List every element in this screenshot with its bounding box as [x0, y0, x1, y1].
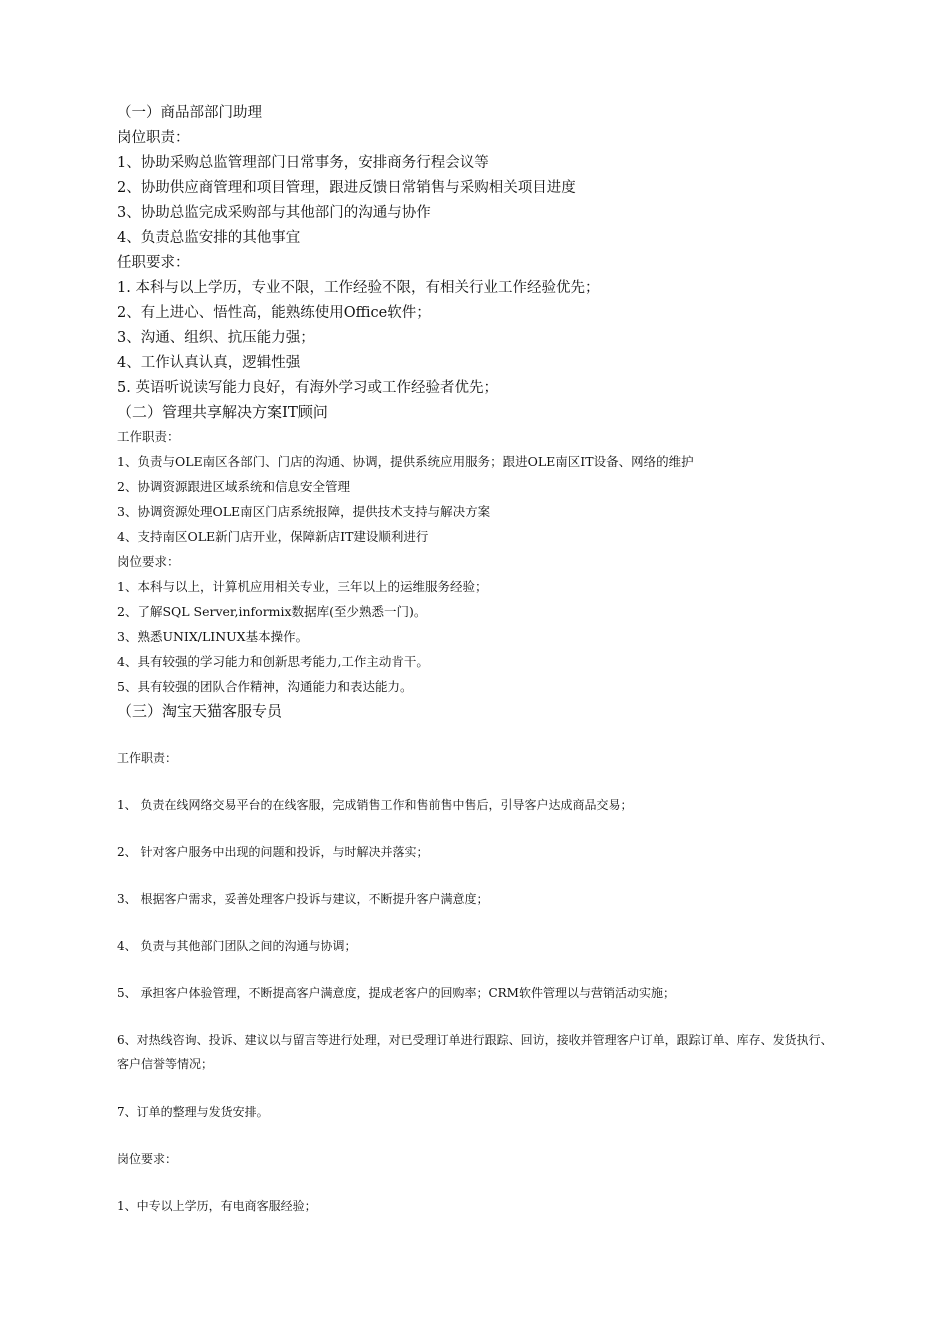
section2-req-2: 2、了解SQL Server,informix数据库(至少熟悉一门)。	[117, 604, 427, 619]
section2-title: （二）管理共享解决方案IT顾问	[117, 403, 328, 421]
section2-duty-3: 3、协调资源处理OLE南区门店系统报障，提供技术支持与解决方案	[117, 504, 491, 519]
section3-req-heading: 岗位要求：	[117, 1152, 178, 1166]
section3-duty-7: 7、订单的整理与发货安排。	[117, 1105, 269, 1119]
section3-duty-3: 3、 根据客户需求，妥善处理客户投诉与建议，不断提升客户满意度；	[117, 892, 489, 906]
section1-req-2: 2、有上进心、悟性高，能熟练使用Office软件；	[117, 305, 431, 321]
section2-req-5: 5、具有较强的团队合作精神，沟通能力和表达能力。	[117, 679, 413, 694]
section2-duty-4: 4、支持南区OLE新门店开业，保障新店IT建设顺利进行	[117, 529, 429, 544]
section2-duty-1: 1、负责与OLE南区各部门、门店的沟通、协调，提供系统应用服务；跟进OLE南区IT设备、网络的维护	[117, 454, 694, 469]
section2-duties-heading: 工作职责：	[117, 429, 180, 444]
section1-duties-heading: 岗位职责：	[117, 130, 190, 146]
section1-duty-3: 3、协助总监完成采购部与其他部门的沟通与协作	[117, 205, 431, 221]
section3-duty-2: 2、 针对客户服务中出现的问题和投诉，与时解决并落实；	[117, 845, 429, 859]
section3-req-1: 1、中专以上学历，有电商客服经验；	[117, 1199, 317, 1213]
section1-duty-1: 1、协助采购总监管理部门日常事务，安排商务行程会议等	[117, 155, 489, 171]
section3-duty-6: 6、对热线咨询、投诉、建议以与留言等进行处理，对已受理订单进行跟踪、回访，接收并管理客户订单，跟踪订单、库存、发货执行、客户信誉等情况；	[117, 1033, 833, 1071]
section3-duty-4: 4、 负责与其他部门团队之间的沟通与协调；	[117, 939, 357, 953]
section1-req-1: 1. 本科与以上学历，专业不限，工作经验不限，有相关行业工作经验优先；	[117, 280, 600, 296]
section2-duty-2: 2、协调资源跟进区域系统和信息安全管理	[117, 479, 350, 494]
section2-req-3: 3、熟悉UNIX/LINUX基本操作。	[117, 629, 309, 644]
section1-req-heading: 任职要求：	[117, 255, 190, 271]
section3-title: （三）淘宝天猫客服专员	[117, 702, 283, 720]
section2-req-1: 1、本科与以上，计算机应用相关专业，三年以上的运维服务经验；	[117, 579, 488, 594]
section1-req-4: 4、工作认真认真，逻辑性强	[117, 355, 301, 371]
section3-duties-heading: 工作职责：	[117, 751, 178, 765]
section2-req-4: 4、具有较强的学习能力和创新思考能力,工作主动肯干。	[117, 654, 429, 669]
section3-duty-5: 5、 承担客户体验管理，不断提高客户满意度，提成老客户的回购率；CRM软件管理以与营销活动实施；	[117, 986, 675, 1000]
section1-req-5: 5. 英语听说读写能力良好，有海外学习或工作经验者优先；	[117, 380, 498, 396]
section3-duty-1: 1、 负责在线网络交易平台的在线客服，完成销售工作和售前售中售后，引导客户达成商品交易；	[117, 798, 633, 812]
section1-req-3: 3、沟通、组织、抗压能力强；	[117, 330, 315, 346]
section1-duty-2: 2、协助供应商管理和项目管理，跟进反馈日常销售与采购相关项目进度	[117, 180, 576, 196]
section1-title: （一）商品部部门助理	[117, 105, 262, 121]
section1-duty-4: 4、负责总监安排的其他事宜	[117, 230, 301, 246]
section2-req-heading: 岗位要求：	[117, 554, 180, 569]
